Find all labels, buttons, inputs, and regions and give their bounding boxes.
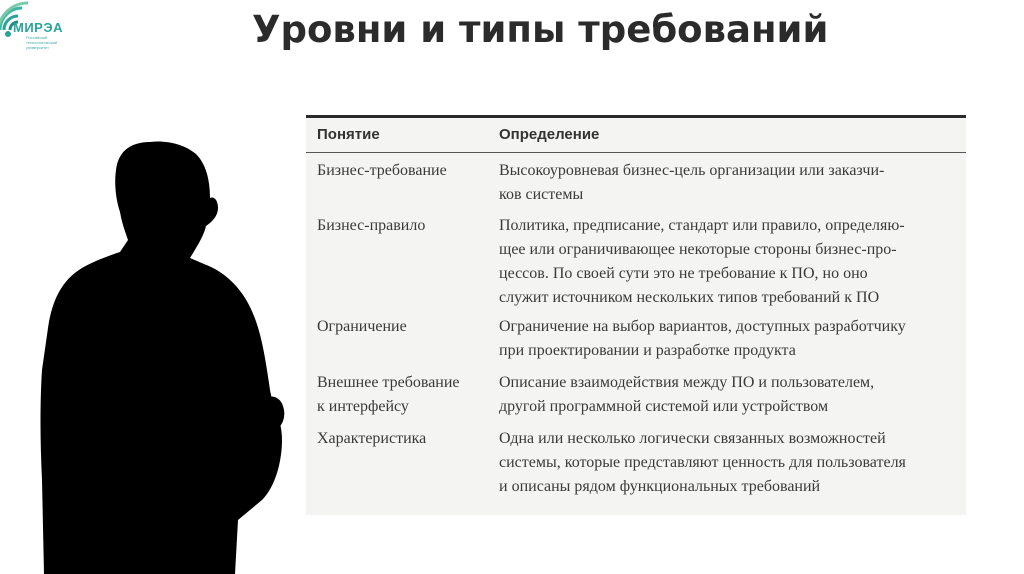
definition-line: Политика, предписание, стандарт или правило, определяю- xyxy=(499,217,905,234)
definition-line: Описание взаимодействия между ПО и пользователем, xyxy=(499,374,875,391)
logo-subtitle xyxy=(26,35,66,50)
table-row-term xyxy=(317,315,497,339)
table-row-term xyxy=(317,371,497,419)
requirements-table xyxy=(306,115,966,515)
header-divider xyxy=(306,152,966,153)
table-top-rule xyxy=(306,115,966,118)
logo-subtitle-line: университет xyxy=(26,45,49,50)
logo-subtitle-line: Российский xyxy=(26,35,48,40)
university-logo xyxy=(0,0,90,60)
slide-title: Уровни и типы требований xyxy=(252,8,829,51)
table-row-term xyxy=(317,427,497,451)
column-header-definition: Определение xyxy=(499,126,600,143)
table-row-definition xyxy=(499,214,969,310)
definition-line: щее или ограничивающее некоторые стороны бизнес-про- xyxy=(499,241,897,258)
table-row-definition xyxy=(499,427,969,499)
table-row-term xyxy=(317,214,497,238)
term-line: Ограничение xyxy=(317,318,407,335)
definition-line: и описаны рядом функциональных требований xyxy=(499,478,821,495)
definition-line: цессов. По своей сути это не требование к ПО, но оно xyxy=(499,265,868,282)
term-line: Бизнес-правило xyxy=(317,217,426,234)
definition-line: при проектировании и разработке продукта xyxy=(499,342,796,359)
term-line: Характеристика xyxy=(317,430,427,447)
definition-line: ков системы xyxy=(499,186,584,203)
definition-line: другой программной системой или устройством xyxy=(499,398,829,415)
definition-line: системы, которые представляют ценность для пользователя xyxy=(499,454,906,471)
term-line: Бизнес-требование xyxy=(317,162,447,179)
definition-line: Одна или несколько логически связанных возможностей xyxy=(499,430,886,447)
logo-text: МИРЭА xyxy=(13,20,63,35)
table-row-definition xyxy=(499,159,969,207)
definition-line: Высокоуровневая бизнес-цель организации или заказчи- xyxy=(499,162,885,179)
definition-line: служит источником нескольких типов требований к ПО xyxy=(499,289,880,306)
definition-line: Ограничение на выбор вариантов, доступных разработчику xyxy=(499,318,906,335)
table-row-definition xyxy=(499,315,969,363)
term-line: Внешнее требование xyxy=(317,374,460,391)
table-row-term xyxy=(317,159,497,183)
table-row-definition xyxy=(499,371,969,419)
logo-subtitle-line: технологический xyxy=(26,40,58,45)
column-header-term: Понятие xyxy=(317,126,380,143)
term-line: к интерфейсу xyxy=(317,398,409,415)
person-silhouette-illustration xyxy=(0,140,300,574)
